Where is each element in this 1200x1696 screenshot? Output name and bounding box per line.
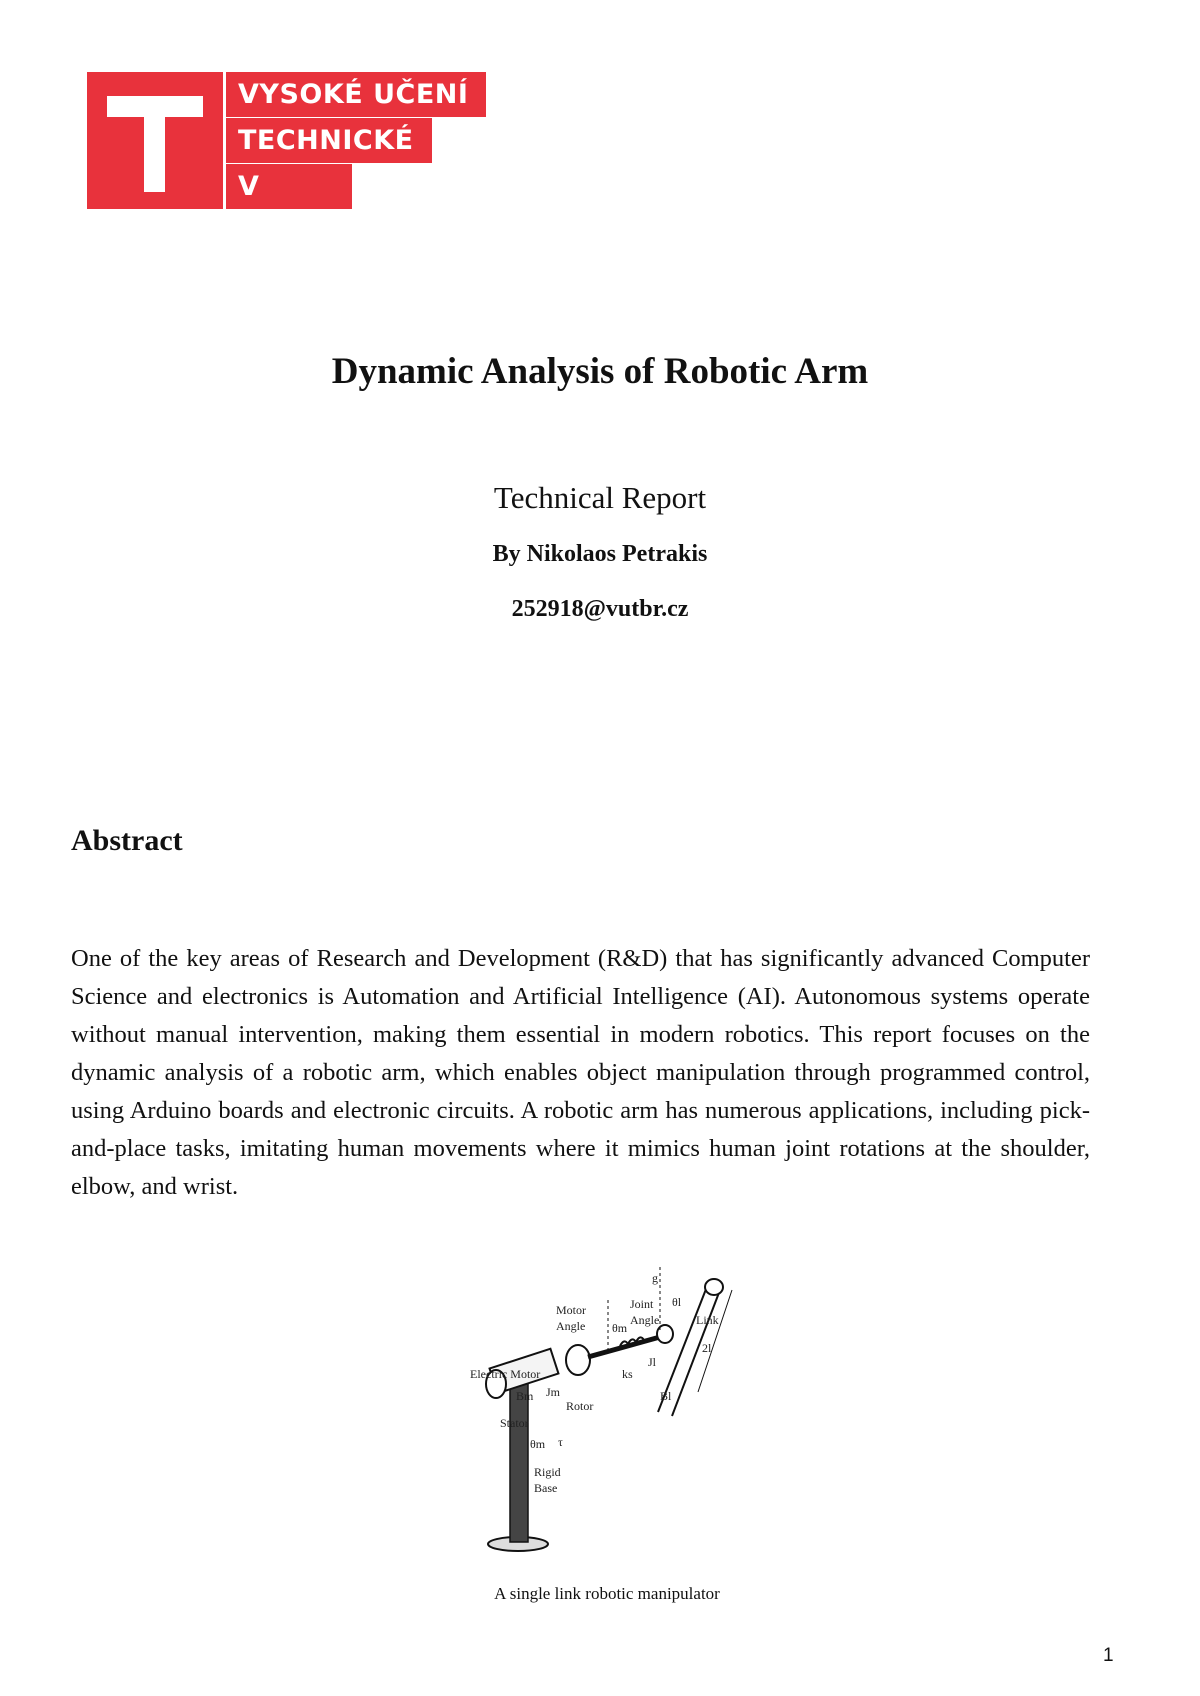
label-joint-angle-2: Angle [630,1313,660,1327]
label-tau: τ [558,1435,563,1449]
label-base: Base [534,1481,558,1495]
t-letter-icon [87,72,223,209]
label-b-m: Bm [516,1389,534,1403]
shaft [588,1337,660,1357]
author-email: 252918@vutbr.cz [511,596,689,622]
label-motor-angle-2: Angle [556,1319,586,1333]
label-joint-angle-1: Joint [630,1297,654,1311]
author-name: By Nikolaos Petrakis [492,541,708,567]
figure-caption: A single link robotic manipulator [494,1584,720,1603]
label-b-l: Bl [660,1389,672,1403]
label-k-s: ks [622,1367,633,1381]
rotor [566,1345,590,1375]
logo-t-mark [87,72,223,209]
robotic-arm-diagram [470,1262,760,1554]
logo-line-2: TECHNICKÉ [226,118,432,163]
label-length: 2l [702,1341,712,1355]
university-logo [87,72,486,247]
label-j-m: Jm [546,1385,561,1399]
label-theta-m-2: θm [530,1437,546,1451]
logo-line-3: V BRNĚ [226,164,352,209]
label-theta-l: θl [672,1295,682,1309]
label-rigid: Rigid [534,1465,561,1479]
manipulator-figure [470,1262,760,1554]
label-link: Link [696,1313,719,1327]
label-stator: Stator [500,1416,529,1430]
document-subtitle: Technical Report [493,480,707,515]
link-end [705,1279,723,1295]
abstract-body: One of the key areas of Research and Development (R&D) that has significantly advanced Computer Science and electronics is Automation and Artificial Intelligence (AI). Autonomous systems operate without manual intervention, making them essential in modern robotics. This report focuses on the dynamic analysis of a robotic arm, which enables object manipulation through programmed control, using Arduino boards and electronic circuits. A robotic arm has numerous applications, including pick-and-place tasks, imitating human movements where it mimics human joint rotations at the shoulder, elbow, and wrist. [71,945,1090,1200]
label-theta-m: θm [612,1321,628,1335]
abstract-heading: Abstract [71,824,183,857]
label-motor-angle-1: Motor [556,1303,586,1317]
page-number: 1 [1103,1645,1114,1666]
label-rotor: Rotor [566,1399,594,1413]
logo-wordmark [226,72,486,247]
document-title: Dynamic Analysis of Robotic Arm [331,351,869,392]
joint [657,1325,673,1343]
logo-line-1: VYSOKÉ UČENÍ [226,72,486,117]
label-j-l: Jl [648,1355,657,1369]
label-electric-motor: Electric Motor [470,1367,541,1381]
label-g: g [652,1271,658,1285]
